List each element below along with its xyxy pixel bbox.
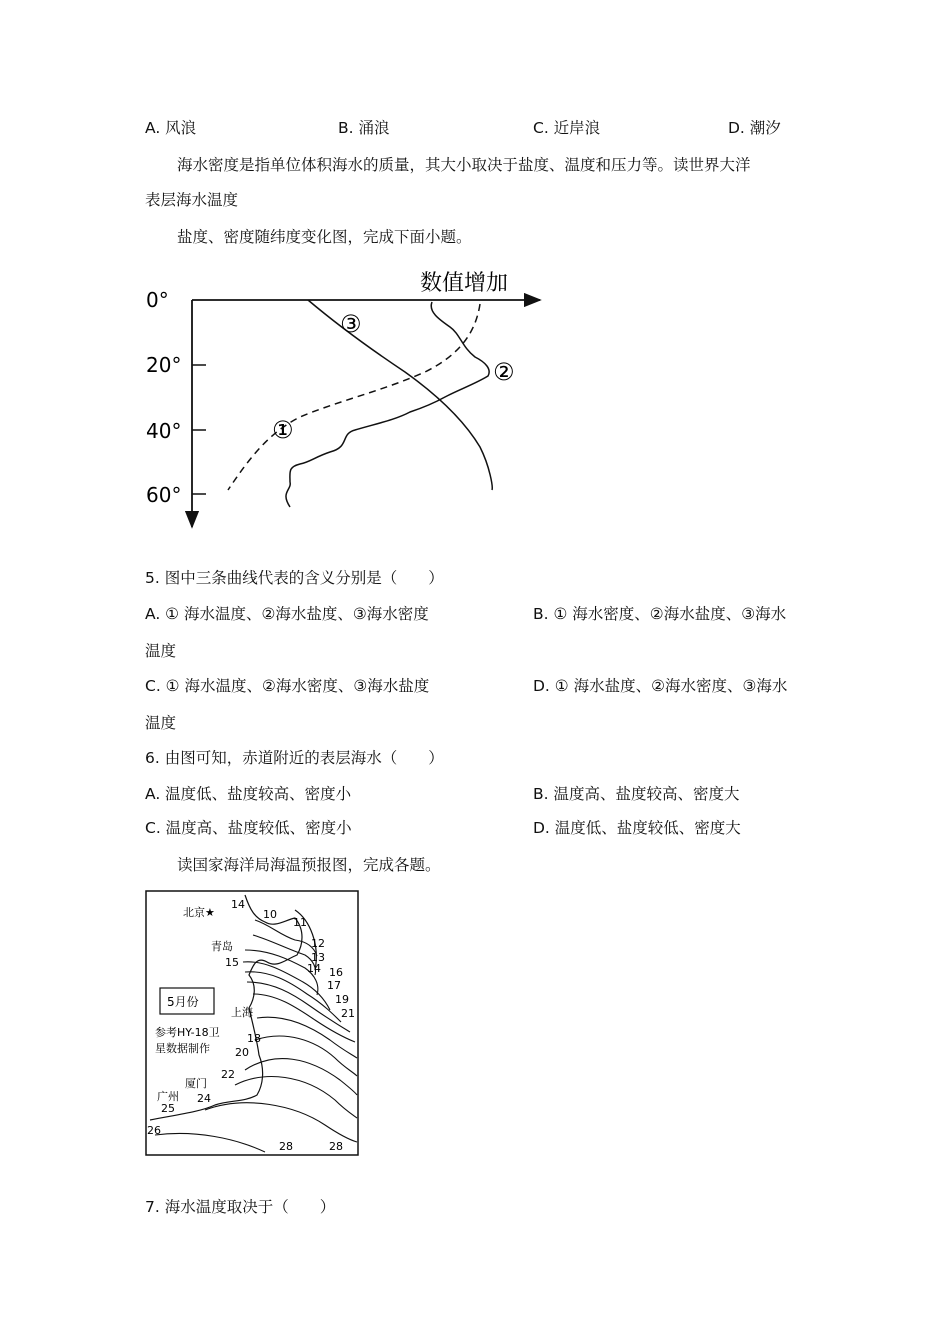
q5-option-b-line2: 温度 xyxy=(145,642,177,660)
q7-stem: 7. 海水温度取决于（ ） xyxy=(145,1198,336,1216)
q4-option-c: C. 近岸浪 xyxy=(533,119,601,137)
isotherm-label: 17 xyxy=(327,979,341,992)
q6-option-b: B. 温度高、盐度较高、密度大 xyxy=(533,785,740,803)
sea-temperature-map xyxy=(145,890,361,1158)
curve-2 xyxy=(286,302,489,507)
q6-stem: 6. 由图可知，赤道附近的表层海水（ ） xyxy=(145,749,444,767)
isotherm-label: 25 xyxy=(161,1102,175,1115)
place-guangzhou: 广州 xyxy=(157,1090,179,1103)
latitude-chart xyxy=(140,262,560,534)
isotherm-label: 16 xyxy=(329,966,343,979)
passage1-line1: 海水密度是指单位体积海水的质量，其大小取决于盐度、温度和压力等。读世界大洋 xyxy=(177,156,751,174)
isotherm-label: 22 xyxy=(221,1068,235,1081)
q6-option-a: A. 温度低、盐度较高、密度小 xyxy=(145,785,352,803)
place-beijing: 北京★ xyxy=(183,906,215,919)
curve-label-3: ③ xyxy=(340,310,362,338)
q5-option-d-line1: D. ① 海水盐度、②海水密度、③海水 xyxy=(533,677,788,695)
isotherm-label: 19 xyxy=(335,993,349,1006)
passage1-line2: 表层海水温度 xyxy=(145,191,239,209)
isotherm-label: 10 xyxy=(263,908,277,921)
q5-option-c: C. ① 海水温度、②海水密度、③海水盐度 xyxy=(145,677,430,695)
lat-label-20: 20° xyxy=(146,353,182,377)
q5-stem: 5. 图中三条曲线代表的含义分别是（ ） xyxy=(145,569,444,587)
place-shanghai: 上海 xyxy=(231,1006,253,1019)
isotherm-label: 28 xyxy=(279,1140,293,1153)
passage1-line3: 盐度、密度随纬度变化图，完成下面小题。 xyxy=(177,228,472,246)
map-month: 5月份 xyxy=(167,995,199,1009)
lat-label-60: 60° xyxy=(146,483,182,507)
q5-option-a: A. ① 海水温度、②海水盐度、③海水密度 xyxy=(145,605,429,623)
isotherm-label: 11 xyxy=(293,916,307,929)
isotherm-label: 15 xyxy=(225,956,239,969)
isotherm-label: 24 xyxy=(197,1092,211,1105)
isotherm-label: 14 xyxy=(307,962,321,975)
isotherm-label: 12 xyxy=(311,937,325,950)
passage2: 读国家海洋局海温预报图，完成各题。 xyxy=(177,856,441,874)
isotherm-label: 20 xyxy=(235,1046,249,1059)
isotherm-label: 18 xyxy=(247,1032,261,1045)
q4-option-a: A. 风浪 xyxy=(145,119,197,137)
q4-option-d: D. 潮汐 xyxy=(728,119,781,137)
place-xiamen: 厦门 xyxy=(185,1077,207,1090)
curve-label-1: ① xyxy=(272,416,294,444)
isotherm-label: 13 xyxy=(311,951,325,964)
q5-option-b-line1: B. ① 海水密度、②海水盐度、③海水 xyxy=(533,605,787,623)
isotherm-label: 21 xyxy=(341,1007,355,1020)
map-source-2: 星数据制作 xyxy=(155,1042,210,1055)
axis-title: 数值增加 xyxy=(420,271,509,296)
q6-option-c: C. 温度高、盐度较低、密度小 xyxy=(145,819,352,837)
map-source-1: 参考HY-18卫 xyxy=(155,1026,220,1039)
isotherm-label: 28 xyxy=(329,1140,343,1153)
curve-3 xyxy=(308,300,492,490)
lat-label-0: 0° xyxy=(146,288,169,312)
q6-option-d: D. 温度低、盐度较低、密度大 xyxy=(533,819,741,837)
place-qingdao: 青岛 xyxy=(211,940,233,953)
isotherm-label: 14 xyxy=(231,898,245,911)
q5-option-d-line2: 温度 xyxy=(145,714,177,732)
curve-label-2: ② xyxy=(493,358,515,386)
lat-label-40: 40° xyxy=(146,419,182,443)
q4-option-b: B. 涌浪 xyxy=(338,119,390,137)
isotherm-label: 26 xyxy=(147,1124,161,1137)
